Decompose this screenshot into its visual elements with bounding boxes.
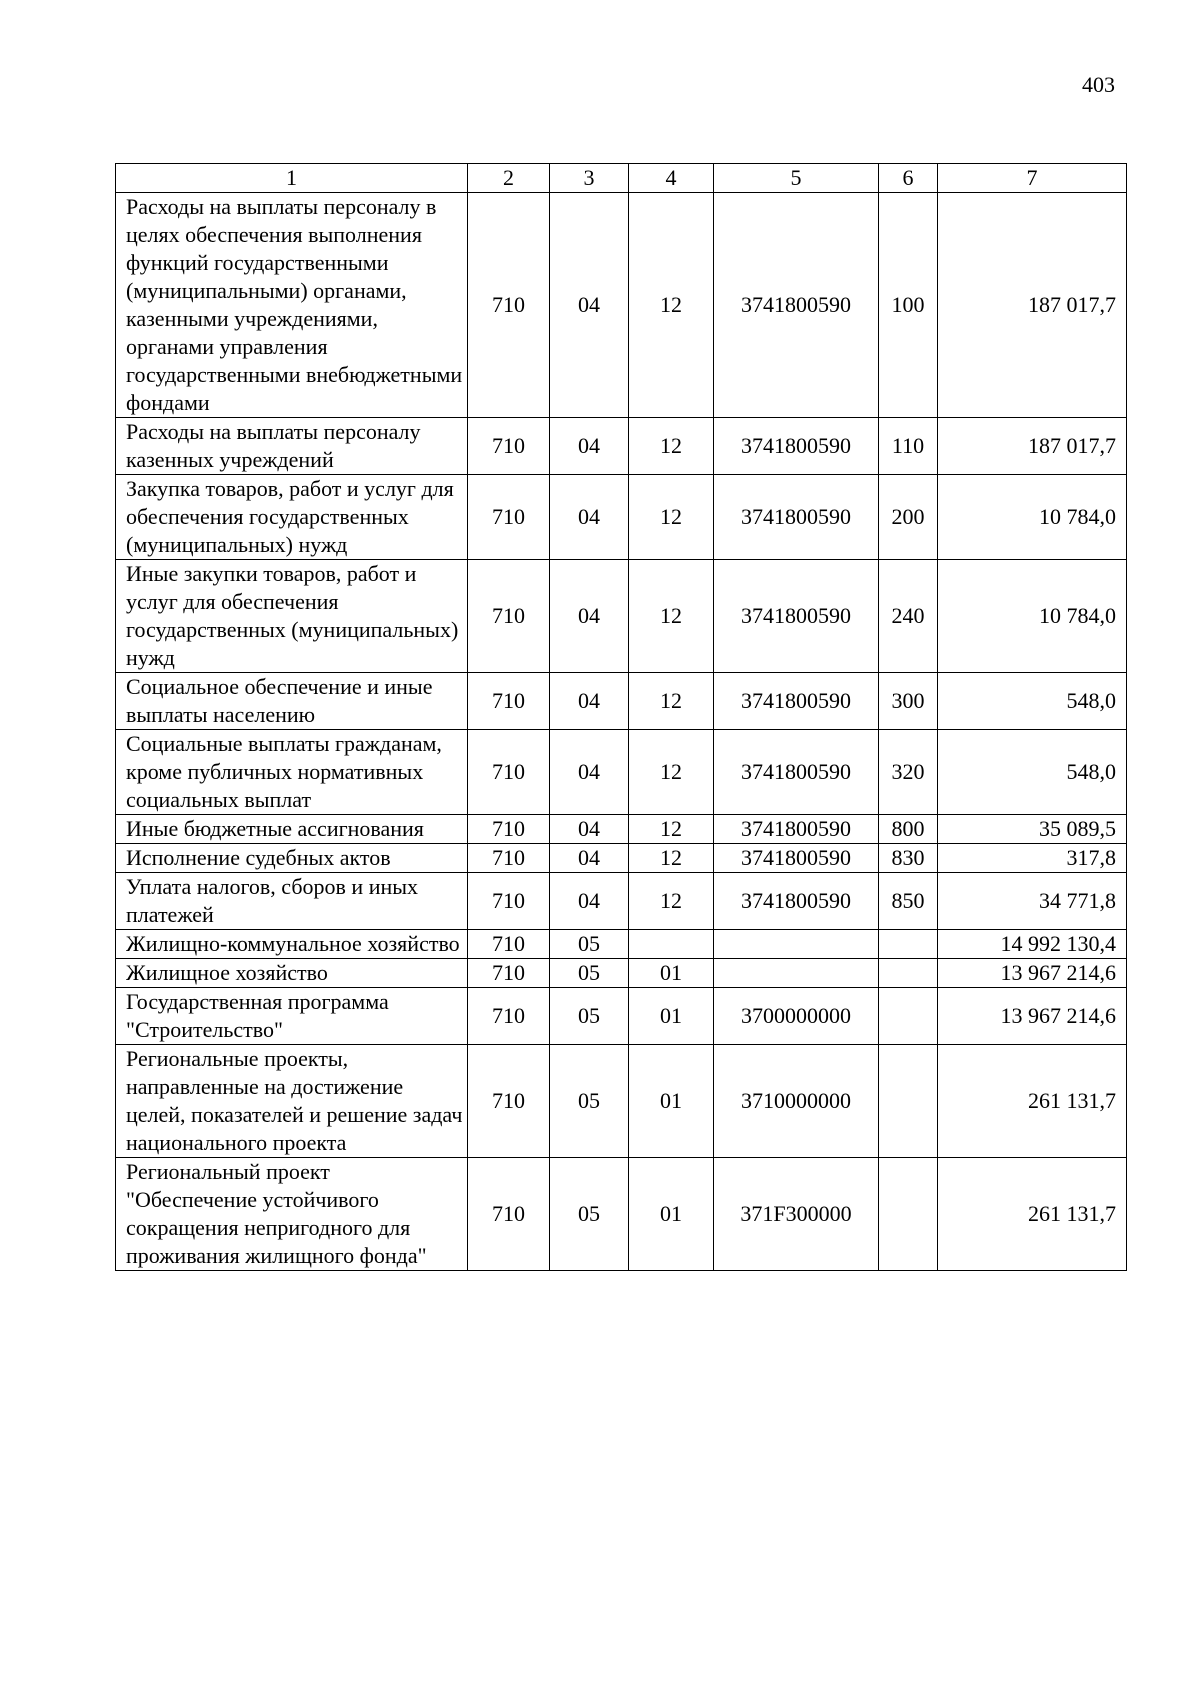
row-target-code: 3700000000 [714, 988, 879, 1045]
row-target-code: 3741800590 [714, 418, 879, 475]
table-row [116, 1045, 1127, 1158]
row-gl-code: 710 [468, 673, 550, 730]
header-col-1: 1 [116, 164, 468, 193]
row-amount: 187 017,7 [938, 193, 1127, 418]
row-name: Расходы на выплаты персоналу в целях обеспечения выполнения функций государственными (муниципальными) органами, казенными учреждениями, органами управления государственными внебюджетными фондами [116, 193, 468, 418]
row-gl-code: 710 [468, 988, 550, 1045]
row-gl-code: 710 [468, 193, 550, 418]
row-subsection-code: 12 [629, 730, 714, 815]
row-target-code [714, 959, 879, 988]
table-row [116, 560, 1127, 673]
row-section-code: 04 [550, 815, 629, 844]
table-row [116, 988, 1127, 1045]
table-row [116, 193, 1127, 418]
row-subsection-code: 12 [629, 418, 714, 475]
row-gl-code: 710 [468, 475, 550, 560]
row-expense-type-code: 110 [879, 418, 938, 475]
row-target-code: 371F300000 [714, 1158, 879, 1271]
row-gl-code: 710 [468, 730, 550, 815]
row-section-code: 04 [550, 418, 629, 475]
row-expense-type-code: 830 [879, 844, 938, 873]
row-gl-code: 710 [468, 844, 550, 873]
row-target-code: 3741800590 [714, 815, 879, 844]
row-subsection-code: 01 [629, 959, 714, 988]
table-row [116, 959, 1127, 988]
row-section-code: 05 [550, 1158, 629, 1271]
row-subsection-code: 01 [629, 988, 714, 1045]
row-name: Социальные выплаты гражданам, кроме публичных нормативных социальных выплат [116, 730, 468, 815]
row-subsection-code: 12 [629, 815, 714, 844]
row-target-code: 3710000000 [714, 1045, 879, 1158]
row-name: Жилищное хозяйство [116, 959, 468, 988]
header-col-5: 5 [714, 164, 879, 193]
table-row [116, 1158, 1127, 1271]
row-name: Расходы на выплаты персоналу казенных учреждений [116, 418, 468, 475]
header-col-6: 6 [879, 164, 938, 193]
row-name: Региональные проекты, направленные на достижение целей, показателей и решение задач национального проекта [116, 1045, 468, 1158]
row-subsection-code: 12 [629, 873, 714, 930]
row-target-code: 3741800590 [714, 193, 879, 418]
row-name: Региональный проект "Обеспечение устойчивого сокращения непригодного для проживания жилищного фонда" [116, 1158, 468, 1271]
table-row [116, 475, 1127, 560]
row-subsection-code: 01 [629, 1045, 714, 1158]
row-expense-type-code [879, 1045, 938, 1158]
row-target-code: 3741800590 [714, 844, 879, 873]
table-row [116, 673, 1127, 730]
row-amount: 317,8 [938, 844, 1127, 873]
row-section-code: 05 [550, 1045, 629, 1158]
row-amount: 187 017,7 [938, 418, 1127, 475]
row-name: Жилищно-коммунальное хозяйство [116, 930, 468, 959]
row-section-code: 04 [550, 730, 629, 815]
row-expense-type-code [879, 959, 938, 988]
row-expense-type-code: 850 [879, 873, 938, 930]
row-expense-type-code: 320 [879, 730, 938, 815]
header-col-7: 7 [938, 164, 1127, 193]
row-expense-type-code: 800 [879, 815, 938, 844]
row-amount: 10 784,0 [938, 560, 1127, 673]
row-gl-code: 710 [468, 1158, 550, 1271]
row-name: Исполнение судебных актов [116, 844, 468, 873]
row-gl-code: 710 [468, 560, 550, 673]
row-expense-type-code: 240 [879, 560, 938, 673]
row-subsection-code: 12 [629, 475, 714, 560]
row-subsection-code: 01 [629, 1158, 714, 1271]
row-target-code: 3741800590 [714, 673, 879, 730]
row-amount: 14 992 130,4 [938, 930, 1127, 959]
row-amount: 13 967 214,6 [938, 959, 1127, 988]
row-section-code: 04 [550, 673, 629, 730]
row-subsection-code: 12 [629, 673, 714, 730]
table-row [116, 873, 1127, 930]
row-expense-type-code [879, 988, 938, 1045]
row-gl-code: 710 [468, 930, 550, 959]
row-subsection-code [629, 930, 714, 959]
row-amount: 13 967 214,6 [938, 988, 1127, 1045]
row-name: Иные закупки товаров, работ и услуг для обеспечения государственных (муниципальных) нужд [116, 560, 468, 673]
row-amount: 10 784,0 [938, 475, 1127, 560]
row-target-code: 3741800590 [714, 475, 879, 560]
header-col-2: 2 [468, 164, 550, 193]
row-name: Иные бюджетные ассигнования [116, 815, 468, 844]
row-expense-type-code: 300 [879, 673, 938, 730]
row-name: Уплата налогов, сборов и иных платежей [116, 873, 468, 930]
table-row [116, 930, 1127, 959]
row-gl-code: 710 [468, 873, 550, 930]
row-section-code: 04 [550, 475, 629, 560]
row-section-code: 04 [550, 560, 629, 673]
row-name: Закупка товаров, работ и услуг для обеспечения государственных (муниципальных) нужд [116, 475, 468, 560]
row-expense-type-code [879, 930, 938, 959]
header-col-3: 3 [550, 164, 629, 193]
row-name: Государственная программа "Строительство" [116, 988, 468, 1045]
row-gl-code: 710 [468, 815, 550, 844]
row-amount: 548,0 [938, 730, 1127, 815]
row-section-code: 05 [550, 959, 629, 988]
row-section-code: 04 [550, 873, 629, 930]
row-expense-type-code [879, 1158, 938, 1271]
row-target-code [714, 930, 879, 959]
row-amount: 35 089,5 [938, 815, 1127, 844]
row-gl-code: 710 [468, 1045, 550, 1158]
row-amount: 261 131,7 [938, 1045, 1127, 1158]
row-section-code: 04 [550, 193, 629, 418]
row-name: Социальное обеспечение и иные выплаты населению [116, 673, 468, 730]
row-amount: 548,0 [938, 673, 1127, 730]
row-gl-code: 710 [468, 418, 550, 475]
row-subsection-code: 12 [629, 844, 714, 873]
row-target-code: 3741800590 [714, 560, 879, 673]
header-col-4: 4 [629, 164, 714, 193]
budget-table [115, 163, 1127, 1271]
row-section-code: 05 [550, 930, 629, 959]
table-row [116, 844, 1127, 873]
row-subsection-code: 12 [629, 193, 714, 418]
row-subsection-code: 12 [629, 560, 714, 673]
row-amount: 261 131,7 [938, 1158, 1127, 1271]
row-section-code: 05 [550, 988, 629, 1045]
table-row [116, 730, 1127, 815]
row-target-code: 3741800590 [714, 873, 879, 930]
row-amount: 34 771,8 [938, 873, 1127, 930]
row-expense-type-code: 200 [879, 475, 938, 560]
row-gl-code: 710 [468, 959, 550, 988]
table-row [116, 418, 1127, 475]
row-expense-type-code: 100 [879, 193, 938, 418]
page-number: 403 [1082, 72, 1115, 97]
row-target-code: 3741800590 [714, 730, 879, 815]
table-header-row [116, 164, 1127, 193]
table-row [116, 815, 1127, 844]
row-section-code: 04 [550, 844, 629, 873]
